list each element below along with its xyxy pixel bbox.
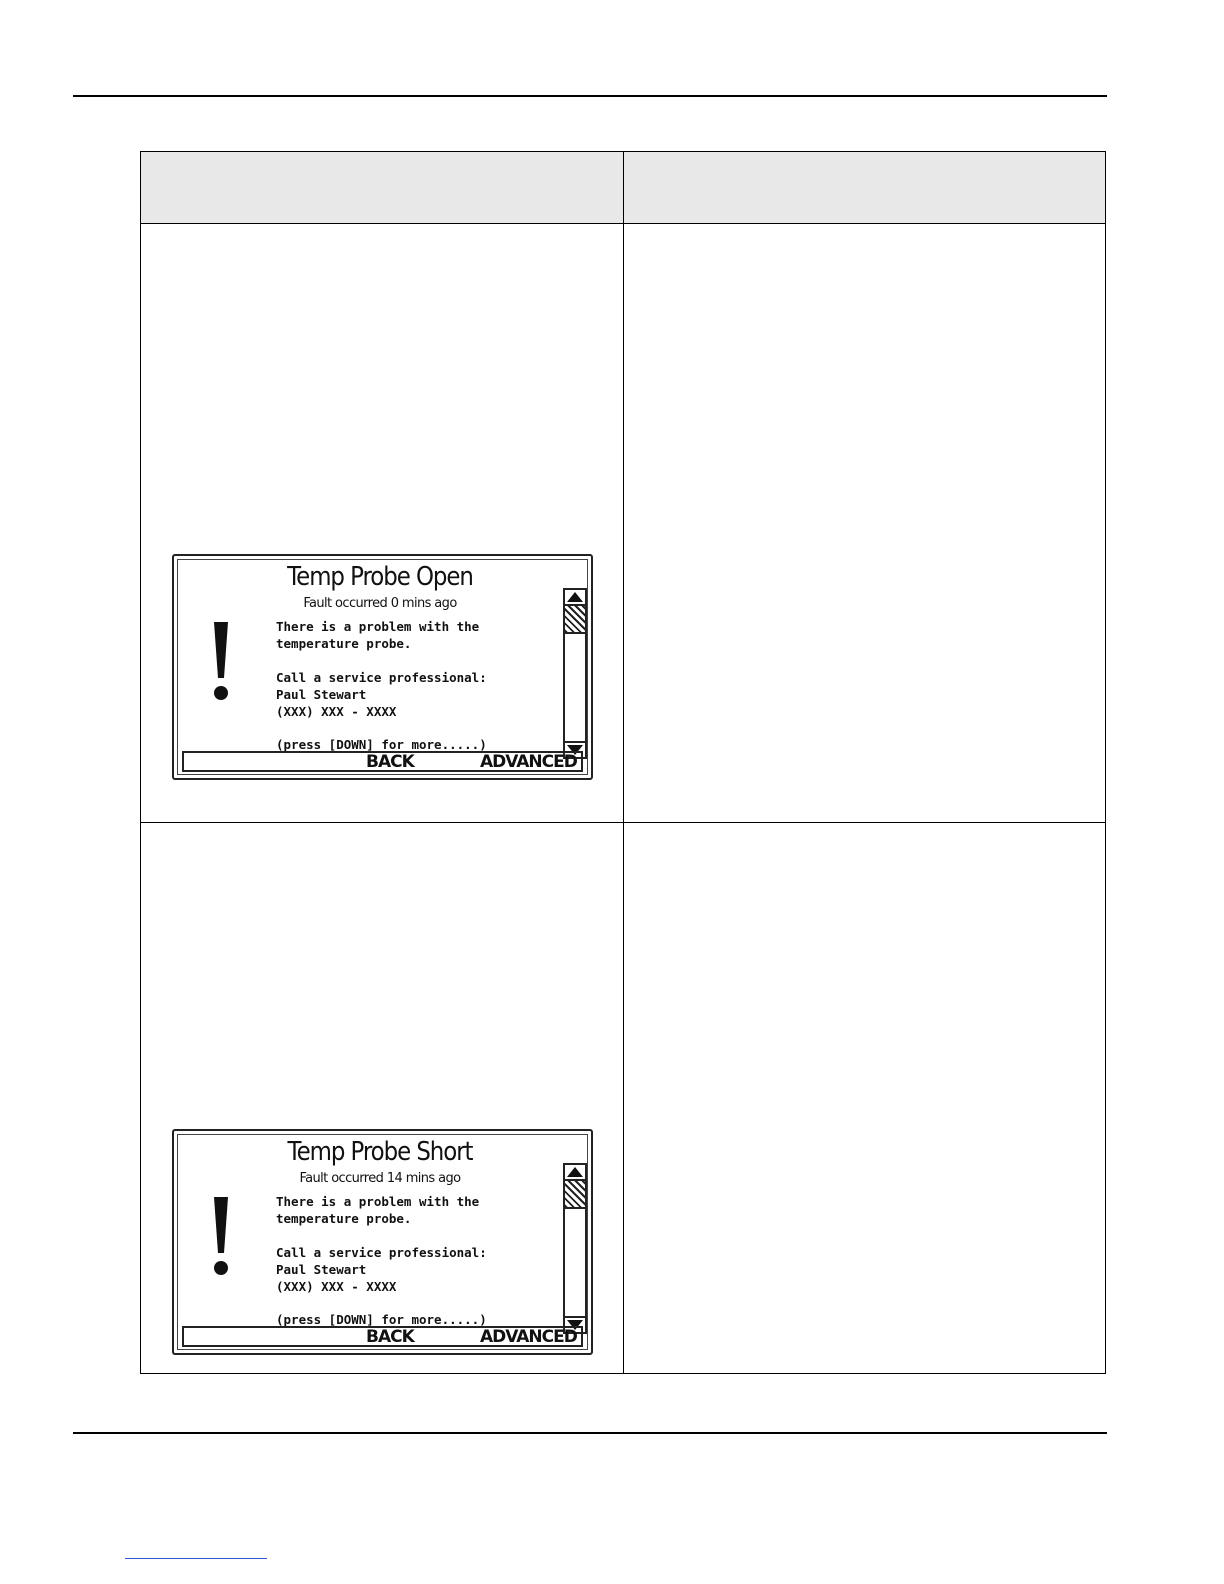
fault-title: Temp Probe Short xyxy=(287,1137,473,1167)
service-prompt: Call a service professional: xyxy=(276,1245,487,1260)
softkey-bar xyxy=(182,1326,583,1347)
fault-time: Fault occurred 14 mins ago xyxy=(299,1171,461,1186)
table-row-1-description-cell xyxy=(624,224,1105,823)
advanced-button[interactable]: ADVANCED xyxy=(480,752,577,772)
fault-title: Temp Probe Open xyxy=(287,562,473,592)
back-button[interactable]: BACK xyxy=(366,752,414,772)
fault-message-line: There is a problem with the xyxy=(276,1194,480,1209)
scroll-thumb[interactable] xyxy=(565,606,585,634)
exclamation-icon xyxy=(208,1195,234,1277)
table-header-right xyxy=(624,152,1105,224)
lcd-screen-temp-probe-open xyxy=(172,554,593,780)
fault-table xyxy=(140,151,1106,1374)
service-contact-name: Paul Stewart xyxy=(276,1262,367,1277)
lcd-frame xyxy=(177,559,588,775)
arrow-up-icon[interactable] xyxy=(565,1165,585,1181)
scrollbar[interactable] xyxy=(563,588,587,759)
table-header-left xyxy=(141,152,624,224)
fault-message-line: There is a problem with the xyxy=(276,619,480,634)
more-hint: (press [DOWN] for more.....) xyxy=(276,737,487,752)
header-rule xyxy=(73,95,1107,97)
lcd-screen-temp-probe-short xyxy=(172,1129,593,1355)
service-contact-phone: (XXX) XXX - XXXX xyxy=(276,1279,397,1294)
scrollbar[interactable] xyxy=(563,1163,587,1334)
service-contact-phone: (XXX) XXX - XXXX xyxy=(276,704,397,719)
back-button[interactable]: BACK xyxy=(366,1327,414,1347)
footer-rule xyxy=(73,1432,1107,1434)
footer-link-underline[interactable] xyxy=(125,1558,267,1559)
fault-message-line: temperature probe. xyxy=(276,636,412,651)
service-contact-name: Paul Stewart xyxy=(276,687,367,702)
exclamation-icon xyxy=(208,620,234,702)
table-row-2-screen-cell xyxy=(141,823,624,1373)
lcd-frame xyxy=(177,1134,588,1350)
table-row-1-screen-cell xyxy=(141,224,624,823)
fault-time: Fault occurred 0 mins ago xyxy=(303,596,457,611)
scroll-thumb[interactable] xyxy=(565,1181,585,1209)
softkey-bar xyxy=(182,751,583,772)
table-row-2-description-cell xyxy=(624,823,1105,1373)
fault-message-line: temperature probe. xyxy=(276,1211,412,1226)
advanced-button[interactable]: ADVANCED xyxy=(480,1327,577,1347)
service-prompt: Call a service professional: xyxy=(276,670,487,685)
arrow-up-icon[interactable] xyxy=(565,590,585,606)
more-hint: (press [DOWN] for more.....) xyxy=(276,1312,487,1327)
